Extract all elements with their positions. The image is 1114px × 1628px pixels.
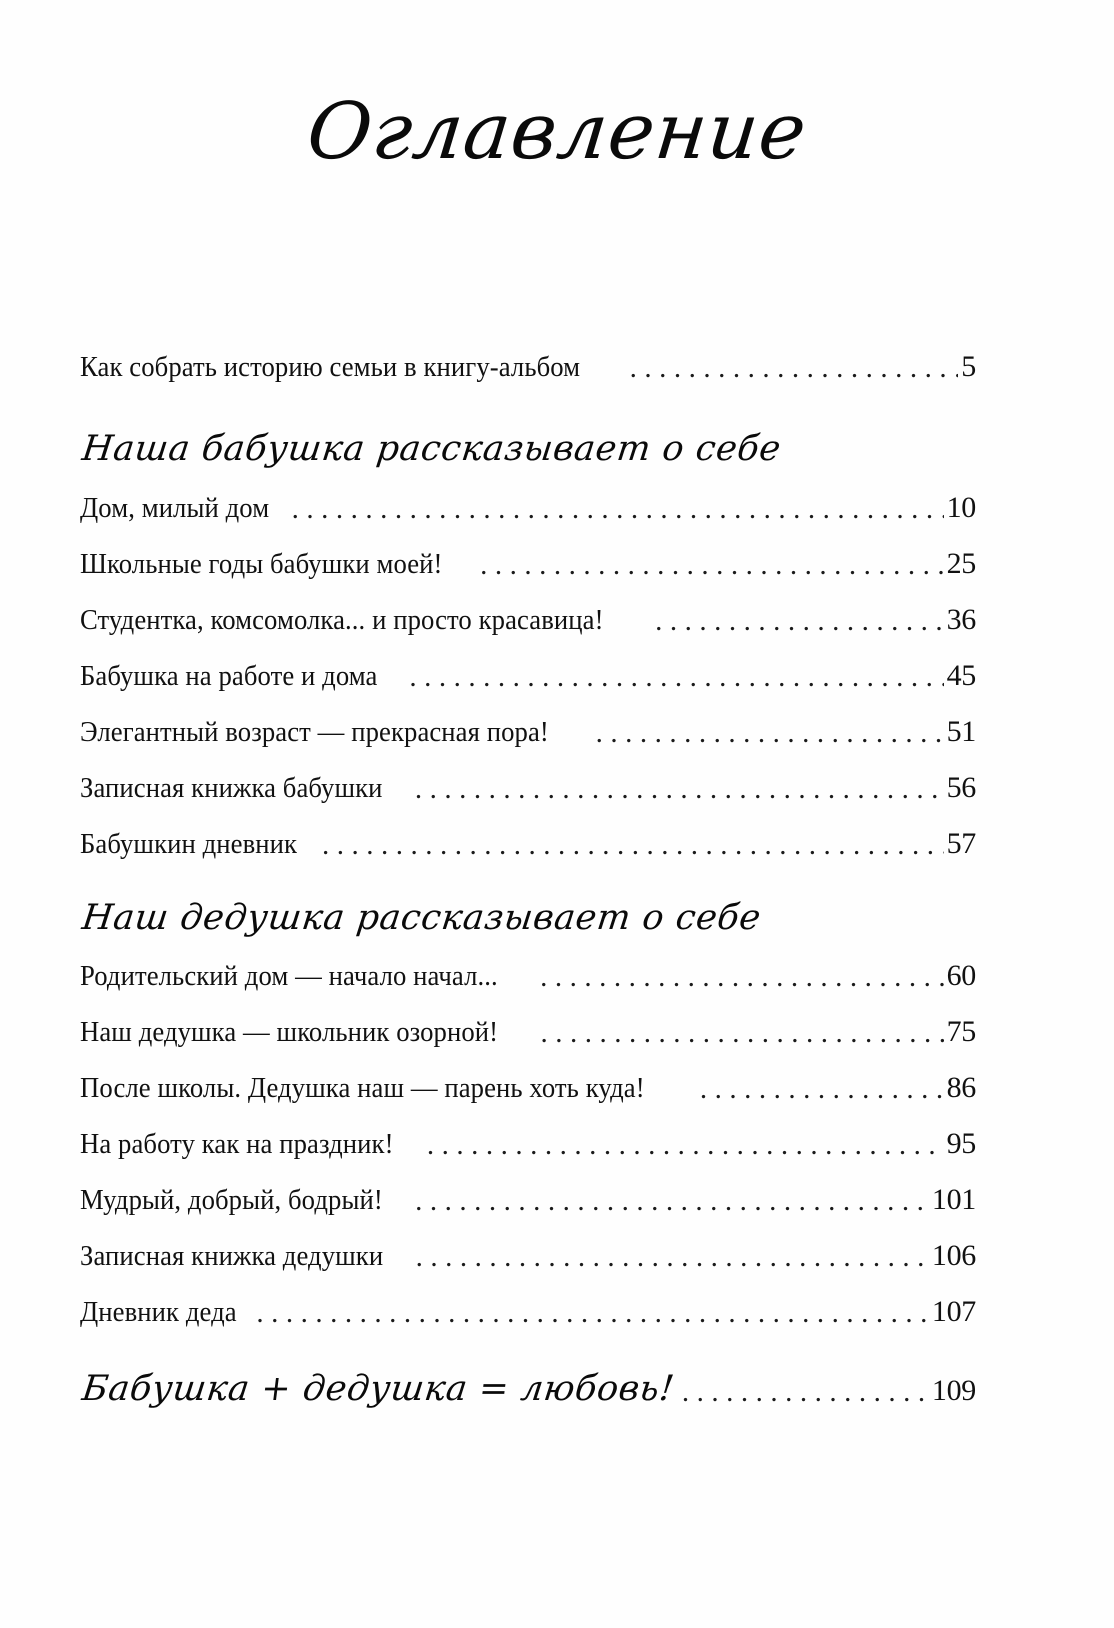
toc-entry-page: 95 xyxy=(946,1127,976,1160)
dot-leader xyxy=(427,1130,944,1159)
dot-leader xyxy=(415,774,944,803)
toc-entry-page: 25 xyxy=(946,546,976,580)
toc-entry[interactable] xyxy=(80,826,976,860)
toc-entry[interactable] xyxy=(80,1017,976,1047)
dot-leader xyxy=(409,662,943,691)
toc-entry[interactable] xyxy=(80,770,976,804)
toc-entry-page: 60 xyxy=(946,959,976,992)
section-heading: Наш дедушка рассказывает о себе xyxy=(79,897,764,938)
toc-entry-final[interactable] xyxy=(80,1371,976,1408)
toc-entry-page: 106 xyxy=(931,1239,976,1272)
toc-entry-title: На работу как на праздник! xyxy=(80,1130,394,1159)
section-heading: Наша бабушка рассказывает о себе xyxy=(79,429,784,469)
dot-leader xyxy=(596,718,944,747)
toc-entry-intro[interactable] xyxy=(80,352,976,382)
toc-entry[interactable] xyxy=(80,961,976,991)
toc-entry-page: 109 xyxy=(931,1373,976,1407)
toc-entry-title: После школы. Дедушка наш — парень хоть куда! xyxy=(80,1074,645,1103)
toc-entry[interactable] xyxy=(80,1241,976,1271)
toc-entry-title: Мудрый, добрый, бодрый! xyxy=(80,1186,383,1215)
toc-entry-title: Родительский дом — начало начал... xyxy=(80,962,498,991)
toc-entry-page: 36 xyxy=(946,602,976,636)
toc-entry-title: Бабушкин дневник xyxy=(80,829,298,859)
dot-leader xyxy=(655,606,943,635)
dot-leader xyxy=(540,962,943,991)
dot-leader xyxy=(630,353,959,382)
toc-entry[interactable] xyxy=(80,602,976,636)
toc-entry-page: 51 xyxy=(946,714,976,748)
toc-entry[interactable] xyxy=(80,658,976,692)
toc-entry-page: 86 xyxy=(946,1071,976,1104)
toc-entry[interactable] xyxy=(80,490,976,524)
toc-entry-page: 56 xyxy=(946,770,976,804)
toc-entry-title: Дом, милый дом xyxy=(80,493,270,523)
dot-leader xyxy=(540,1018,943,1047)
dot-leader xyxy=(480,550,944,579)
toc-entry-title: Записная книжка дедушки xyxy=(80,1242,384,1271)
toc-entry[interactable] xyxy=(80,1129,976,1159)
toc-content xyxy=(80,352,976,1408)
dot-leader xyxy=(700,1074,944,1103)
toc-entry-title: Как собрать историю семьи в книгу-альбом xyxy=(80,353,581,382)
dot-leader xyxy=(416,1242,929,1271)
toc-entry-title: Дневник деда xyxy=(80,1298,237,1327)
page-title: Оглавление xyxy=(303,87,812,177)
toc-section-grandmother xyxy=(80,430,976,859)
toc-entry-page: 101 xyxy=(931,1183,976,1216)
toc-entry-page: 10 xyxy=(946,490,976,524)
dot-leader xyxy=(682,1392,930,1408)
dot-leader xyxy=(415,1186,929,1215)
dot-leader xyxy=(292,494,944,523)
dot-leader xyxy=(256,1298,929,1327)
toc-entry[interactable] xyxy=(80,714,976,748)
toc-entry-page: 45 xyxy=(946,658,976,692)
toc-entry-title: Элегантный возраст — прекрасная пора! xyxy=(80,717,549,747)
toc-entry[interactable] xyxy=(80,1073,976,1103)
toc-entry[interactable] xyxy=(80,546,976,580)
toc-entry[interactable] xyxy=(80,1297,976,1327)
toc-entry-title: Записная книжка бабушки xyxy=(80,773,383,803)
dot-leader xyxy=(322,830,944,859)
toc-entry-title: Бабушка на работе и дома xyxy=(80,661,378,691)
toc-entry-title: Школьные годы бабушки моей! xyxy=(80,549,443,579)
toc-entry-title: Бабушка + дедушка = любовь! xyxy=(79,1369,677,1409)
toc-entry[interactable] xyxy=(80,1185,976,1215)
toc-entry-page: 5 xyxy=(961,350,976,383)
toc-entry-page: 57 xyxy=(946,826,976,860)
toc-entry-page: 107 xyxy=(931,1295,976,1328)
toc-entry-title: Наш дедушка — школьник озорной! xyxy=(80,1018,499,1047)
toc-entry-page: 75 xyxy=(946,1015,976,1048)
toc-section-grandfather xyxy=(80,899,976,1328)
toc-entry-title: Студентка, комсомолка... и просто красавица! xyxy=(80,605,604,635)
